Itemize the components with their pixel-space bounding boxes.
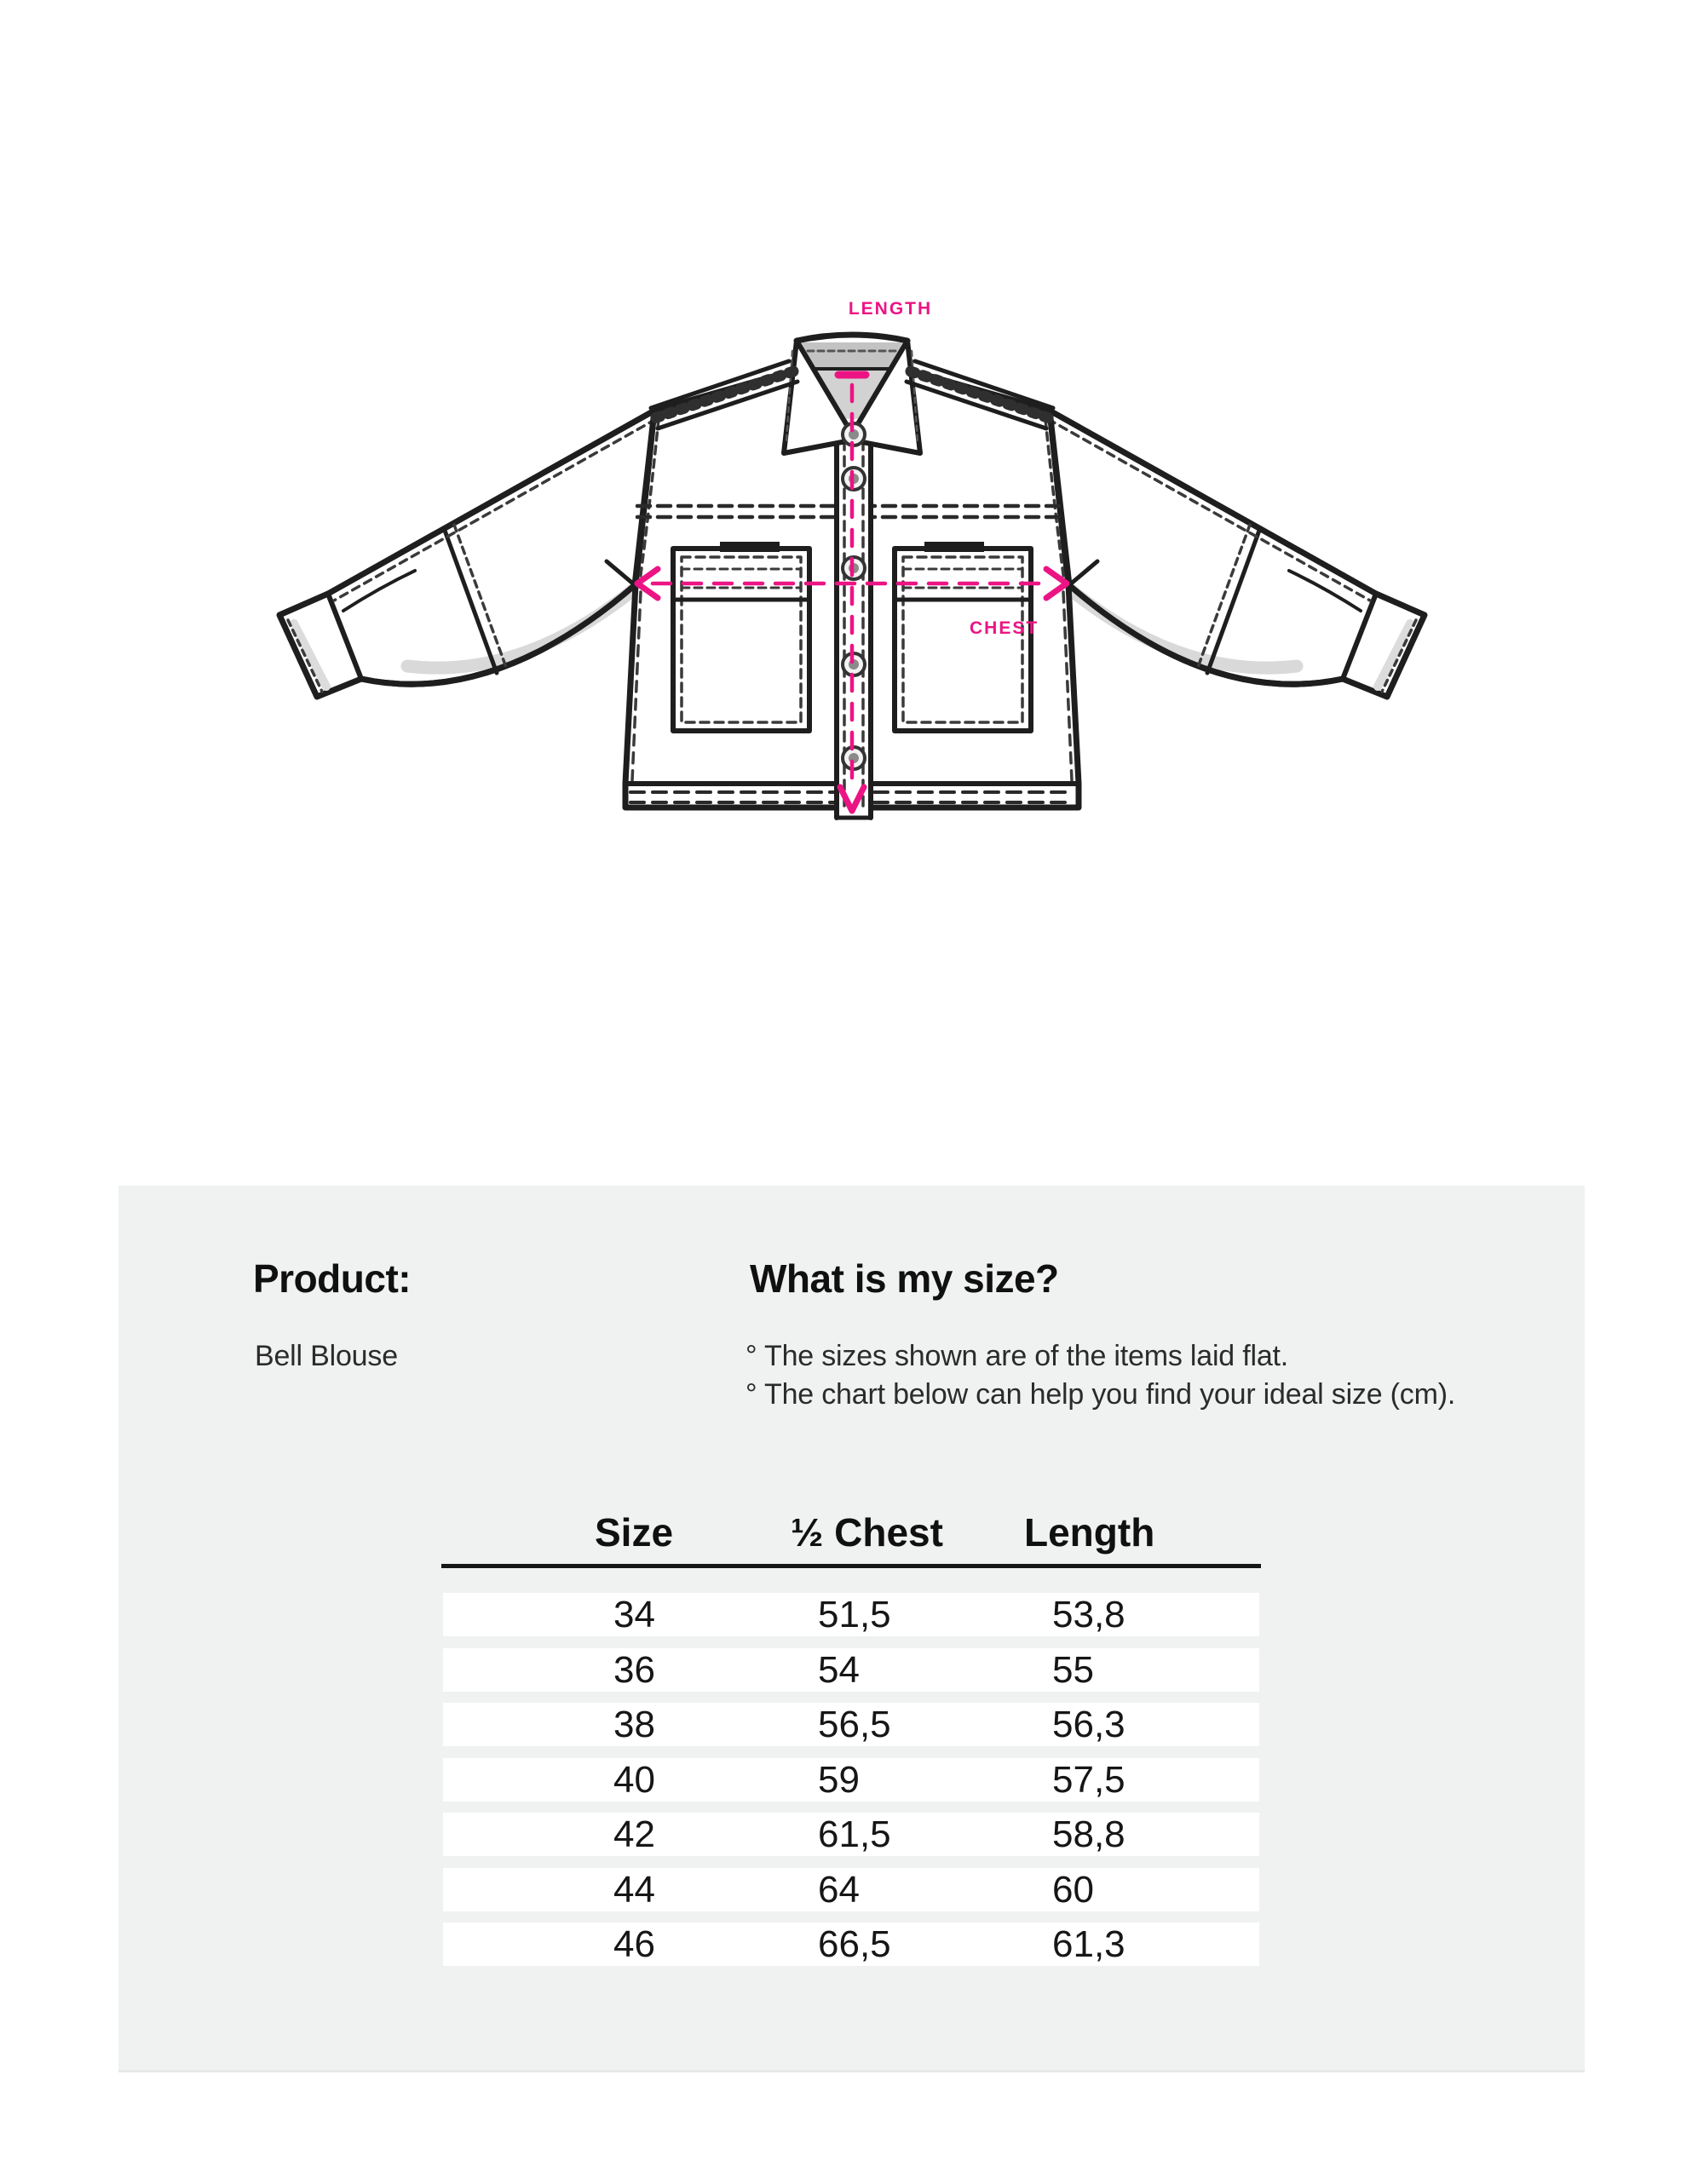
table-cell: 56,5	[818, 1704, 891, 1745]
table-cell: 46	[613, 1923, 655, 1965]
table-row	[443, 1813, 1259, 1856]
table-cell: 58,8	[1052, 1813, 1125, 1855]
table-row	[443, 1922, 1259, 1966]
table-cell: 59	[818, 1758, 860, 1801]
table-cell: 40	[613, 1758, 655, 1801]
chest-label: CHEST	[970, 618, 1039, 638]
right-sleeve	[1050, 411, 1425, 697]
table-cell: 56,3	[1052, 1704, 1125, 1745]
table-row	[443, 1758, 1259, 1802]
table-row	[443, 1648, 1259, 1692]
table-cell: 66,5	[818, 1923, 891, 1965]
table-cell: 36	[613, 1648, 655, 1691]
table-cell: 54	[818, 1648, 860, 1691]
column-header-size: Size	[595, 1510, 674, 1555]
left-pocket-tab	[720, 542, 780, 552]
left-chest-pocket	[673, 542, 809, 731]
table-row	[443, 1593, 1259, 1636]
table-cell: 60	[1052, 1868, 1094, 1911]
table-cell: 61,3	[1052, 1923, 1125, 1965]
table-cell: 51,5	[818, 1594, 891, 1635]
table-cell: 55	[1052, 1648, 1094, 1691]
size-note-chart: ° The chart below can help you find your ideal size (cm).	[746, 1378, 1456, 1411]
table-row	[443, 1703, 1259, 1746]
size-question-heading: What is my size?	[750, 1256, 1059, 1301]
length-label: LENGTH	[848, 299, 933, 319]
column-header-half-chest: ½ Chest	[791, 1510, 943, 1555]
table-cell: 44	[613, 1868, 655, 1911]
product-name: Bell Blouse	[255, 1340, 398, 1372]
size-note-flat: ° The sizes shown are of the items laid flat.	[746, 1340, 1289, 1372]
table-cell: 38	[613, 1704, 655, 1745]
product-heading: Product:	[253, 1256, 412, 1301]
table-cell: 61,5	[818, 1813, 891, 1855]
table-cell: 53,8	[1052, 1594, 1125, 1635]
size-guide-panel	[118, 1186, 1585, 2072]
table-header-rule	[441, 1564, 1261, 1568]
size-table	[118, 1186, 1585, 2070]
table-cell: 57,5	[1052, 1758, 1125, 1801]
table-cell: 42	[613, 1813, 655, 1855]
right-pocket-tab	[924, 542, 984, 552]
table-row	[443, 1868, 1259, 1911]
table-cell: 34	[613, 1594, 655, 1635]
column-header-length: Length	[1024, 1510, 1155, 1555]
left-sleeve	[279, 411, 654, 697]
table-cell: 64	[818, 1868, 860, 1911]
